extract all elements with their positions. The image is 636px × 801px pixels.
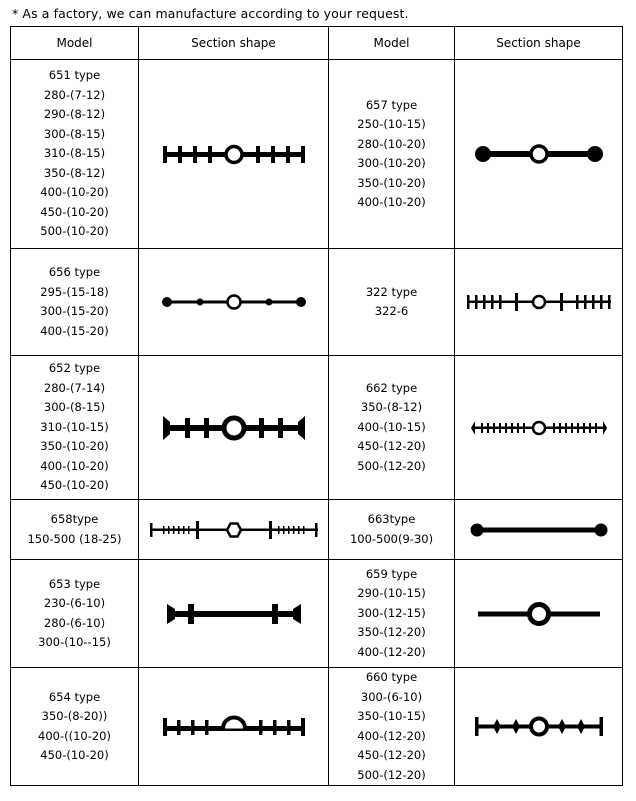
- model-line: 310-(8-15): [43, 146, 106, 161]
- header-model-left: Model: [11, 27, 139, 60]
- model-line: 300-(10-20): [357, 156, 426, 170]
- model-line: 300-(15-20): [40, 304, 109, 318]
- model-line: 400-(12-20): [357, 644, 426, 659]
- model-line: 652 type: [48, 361, 101, 376]
- model-cell-662: [329, 356, 455, 500]
- table-header-row: [11, 27, 623, 60]
- model-cell-660: [329, 668, 455, 786]
- model-line: 400-(15-20): [40, 323, 109, 338]
- model-line: 100-500(9-30): [349, 531, 434, 546]
- shape-cell-660: [455, 668, 623, 786]
- model-line: 400-(12-20): [357, 728, 426, 743]
- model-cell-652: [11, 356, 139, 500]
- model-line: 450-(12-20): [357, 748, 426, 762]
- model-cell-663: [329, 500, 455, 560]
- model-line: 300-(8-15): [43, 126, 106, 141]
- model-line: 450-(12-20): [357, 439, 426, 454]
- model-line: 654 type: [48, 689, 101, 704]
- waterstop-659-profile-diagram: [474, 599, 604, 629]
- model-line: 662 type: [365, 380, 418, 395]
- model-line: 250-(10-15): [357, 117, 426, 131]
- shape-cell-659: [455, 560, 623, 668]
- shape-cell-657: [455, 60, 623, 249]
- waterstop-653-profile-diagram: [164, 599, 304, 629]
- waterstop-spec-table: [10, 26, 623, 786]
- shape-cell-653: [139, 560, 329, 668]
- model-cell-654: [11, 668, 139, 786]
- model-line: 300-(6-10): [360, 689, 423, 704]
- model-line: 450-(10-20): [40, 204, 109, 219]
- table-row: [11, 560, 623, 668]
- header-shape-left: Section shape: [139, 27, 329, 60]
- model-line: 653 type: [48, 576, 101, 591]
- model-line: 300-(10--15): [38, 635, 111, 649]
- shape-cell-651: [139, 60, 329, 249]
- waterstop-658-profile-diagram: [147, 518, 321, 542]
- model-cell-657: [329, 60, 455, 249]
- model-line: 500-(10-20): [40, 224, 109, 239]
- waterstop-651-profile-diagram: [159, 139, 309, 169]
- model-line: 450-(10-20): [40, 478, 109, 493]
- table-row: [11, 60, 623, 249]
- model-line: 450-(10-20): [40, 748, 109, 762]
- model-line: 350-(8-12): [43, 165, 106, 180]
- model-line: 500-(12-20): [357, 767, 426, 782]
- model-cell-658: [11, 500, 139, 560]
- table-row: [11, 500, 623, 560]
- model-cell-656: [11, 249, 139, 356]
- model-cell-322: [329, 249, 455, 356]
- model-cell-659: [329, 560, 455, 668]
- model-line: 150-500 (18-25): [27, 531, 122, 546]
- model-cell-653: [11, 560, 139, 668]
- model-line: 659 type: [365, 566, 418, 581]
- model-line: 657 type: [365, 97, 418, 112]
- waterstop-657-profile-diagram: [474, 139, 604, 169]
- waterstop-660-profile-diagram: [472, 712, 606, 742]
- table-row: [11, 356, 623, 500]
- waterstop-662-profile-diagram: [469, 416, 609, 440]
- shape-cell-662: [455, 356, 623, 500]
- model-line: 350-(8-12): [360, 400, 423, 415]
- model-line: 290-(10-15): [357, 586, 426, 601]
- model-line: 658type: [50, 512, 99, 526]
- model-line: 280-(6-10): [43, 615, 106, 630]
- model-line: 660 type: [365, 670, 418, 684]
- model-line: 230-(6-10): [43, 596, 106, 610]
- waterstop-654-profile-diagram: [159, 712, 309, 742]
- model-line: 350-(10-20): [40, 439, 109, 454]
- model-line: 300-(12-15): [357, 605, 426, 620]
- model-line: 350-(8-20)): [41, 709, 108, 723]
- model-line: 322-6: [374, 304, 409, 318]
- model-line: 400-(10-20): [357, 195, 426, 209]
- table-row: [11, 668, 623, 786]
- header-shape-right: Section shape: [455, 27, 623, 60]
- model-line: 280-(7-12): [43, 87, 106, 102]
- waterstop-652-profile-diagram: [159, 411, 309, 445]
- model-line: 400-(10-15): [357, 419, 426, 434]
- waterstop-322-profile-diagram: [464, 290, 614, 314]
- model-line: 350-(10-15): [357, 709, 426, 723]
- model-line: 350-(12-20): [357, 625, 426, 640]
- model-line: 400-(10-20): [40, 185, 109, 200]
- shape-cell-322: [455, 249, 623, 356]
- model-line: 500-(12-20): [357, 458, 426, 473]
- model-line: 663type: [367, 512, 416, 526]
- model-line: 656 type: [48, 265, 101, 279]
- model-line: 400-(10-20): [40, 458, 109, 473]
- model-line: 280-(10-20): [357, 136, 426, 151]
- waterstop-663-profile-diagram: [469, 520, 609, 540]
- factory-note: * As a factory, we can manufacture according to your request.: [12, 6, 409, 21]
- shape-cell-663: [455, 500, 623, 560]
- model-line: 280-(7-14): [43, 380, 106, 395]
- shape-cell-658: [139, 500, 329, 560]
- model-line: 322 type: [365, 284, 418, 299]
- shape-cell-652: [139, 356, 329, 500]
- model-line: 295-(15-18): [40, 284, 109, 299]
- model-line: 350-(10-20): [357, 175, 426, 190]
- header-model-right: Model: [329, 27, 455, 60]
- model-line: 310-(10-15): [40, 419, 109, 434]
- model-line: 651 type: [48, 68, 101, 83]
- model-line: 400-((10-20): [38, 728, 111, 743]
- table-row: [11, 249, 623, 356]
- waterstop-656-profile-diagram: [159, 290, 309, 314]
- model-cell-651: [11, 60, 139, 249]
- shape-cell-656: [139, 249, 329, 356]
- model-line: 290-(8-12): [43, 107, 106, 122]
- shape-cell-654: [139, 668, 329, 786]
- model-line: 300-(8-15): [43, 400, 106, 415]
